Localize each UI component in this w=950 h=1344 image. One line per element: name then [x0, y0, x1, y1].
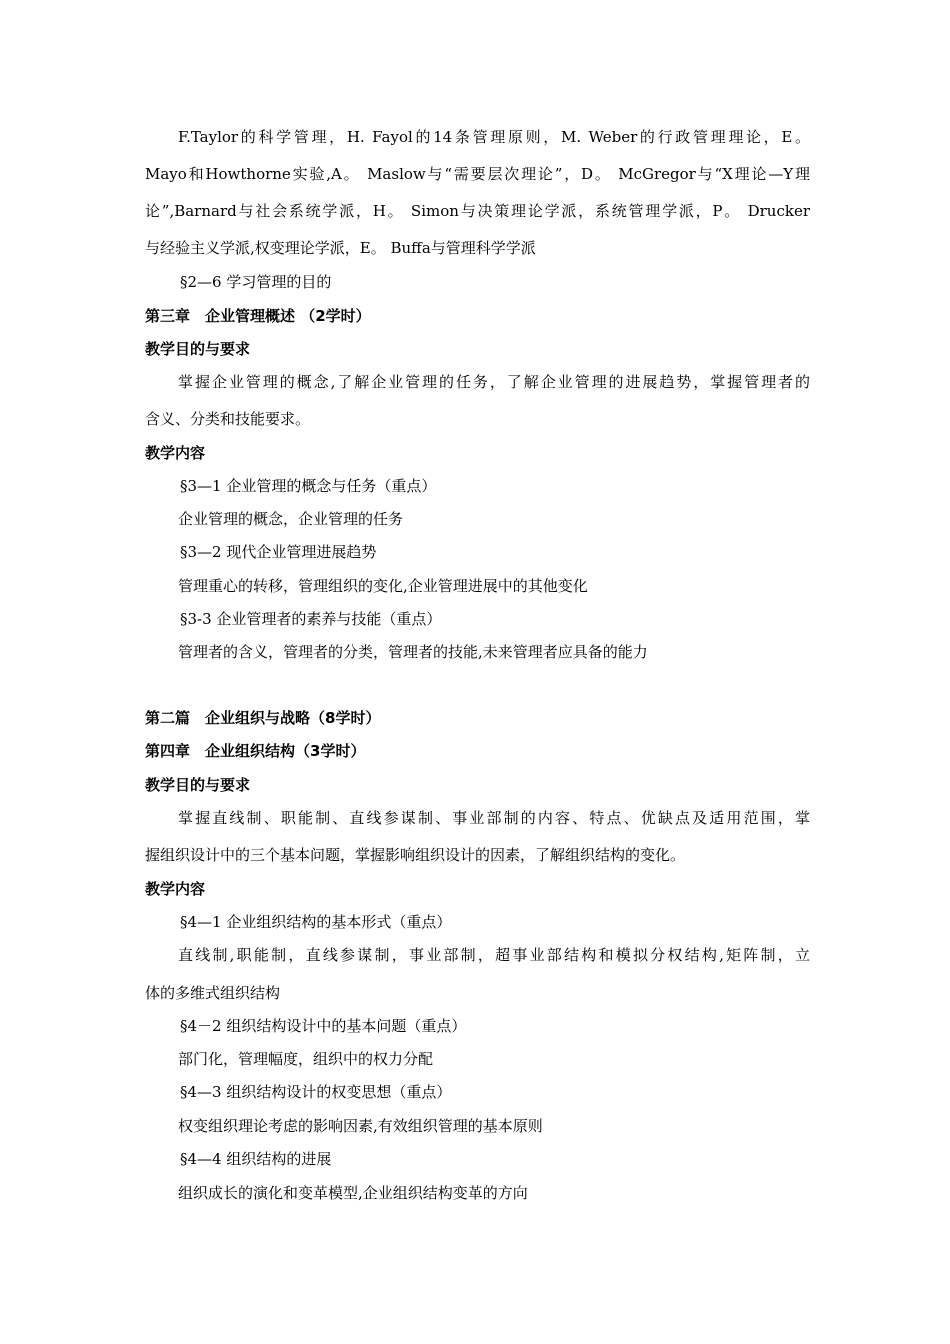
goals-heading: 教学目的与要求	[145, 776, 251, 794]
content-heading: 教学内容	[145, 444, 206, 462]
section-text: 企业管理的概念，企业管理的任务	[178, 510, 404, 528]
goals-line-1: 掌握直线制、职能制、直线参谋制、事业部制的内容、特点、优缺点及适用范围，掌	[178, 809, 810, 827]
goals-heading: 教学目的与要求	[145, 340, 251, 358]
theory-line-1: F.Taylor的科学管理，H. Fayol的14条管理原则，M. Weber的行政管理理论，E。	[178, 128, 810, 146]
section-heading: §4—3 组织结构设计的权变思想（重点）	[180, 1083, 452, 1101]
content-heading: 教学内容	[145, 880, 206, 898]
section-heading: §3—2 现代企业管理进展趋势	[180, 543, 377, 561]
section-heading: §3-3 企业管理者的素养与技能（重点）	[180, 610, 442, 628]
theory-line-2: Mayo和Howthorne实验,A。 Maslow与“需要层次理论”，D。 McGregor与“X理论—Y理	[145, 165, 810, 183]
section-text: 部门化，管理幅度，组织中的权力分配	[178, 1050, 434, 1068]
section-text: 直线制,职能制，直线参谋制，事业部制，超事业部结构和模拟分权结构,矩阵制，立	[178, 946, 810, 964]
part-title: 第二篇 企业组织与战略（8学时）	[145, 709, 381, 727]
theory-line-3: 论”,Barnard与社会系统学派，H。 Simon与决策理论学派，系统管理学派，P。 Drucker	[145, 202, 810, 220]
goals-line-2: 含义、分类和技能要求。	[145, 410, 311, 428]
goals-line-2: 握组织设计中的三个基本问题，掌握影响组织设计的因素，了解组织结构的变化。	[145, 846, 686, 864]
section-heading: §4－2 组织结构设计中的基本问题（重点）	[180, 1017, 467, 1035]
section-text: 体的多维式组织结构	[145, 984, 281, 1002]
section-heading: §2—6 学习管理的目的	[180, 273, 332, 291]
section-text: 组织成长的演化和变革模型,企业组织结构变革的方向	[178, 1184, 528, 1202]
chapter-title: 第四章 企业组织结构（3学时）	[145, 742, 366, 760]
chapter-title: 第三章 企业管理概述 （2学时）	[145, 307, 371, 325]
section-text: 管理者的含义，管理者的分类，管理者的技能,未来管理者应具备的能力	[178, 643, 648, 661]
section-text: 管理重心的转移，管理组织的变化,企业管理进展中的其他变化	[178, 577, 588, 595]
section-heading: §4—1 企业组织结构的基本形式（重点）	[180, 913, 452, 931]
goals-line-1: 掌握企业管理的概念,了解企业管理的任务，了解企业管理的进展趋势，掌握管理者的	[178, 373, 810, 391]
theory-line-4: 与经验主义学派,权变理论学派，E。 Buffa与管理科学学派	[145, 239, 536, 257]
section-heading: §3—1 企业管理的概念与任务（重点）	[180, 477, 437, 495]
section-heading: §4—4 组织结构的进展	[180, 1150, 332, 1168]
section-text: 权变组织理论考虑的影响因素,有效组织管理的基本原则	[178, 1117, 543, 1135]
